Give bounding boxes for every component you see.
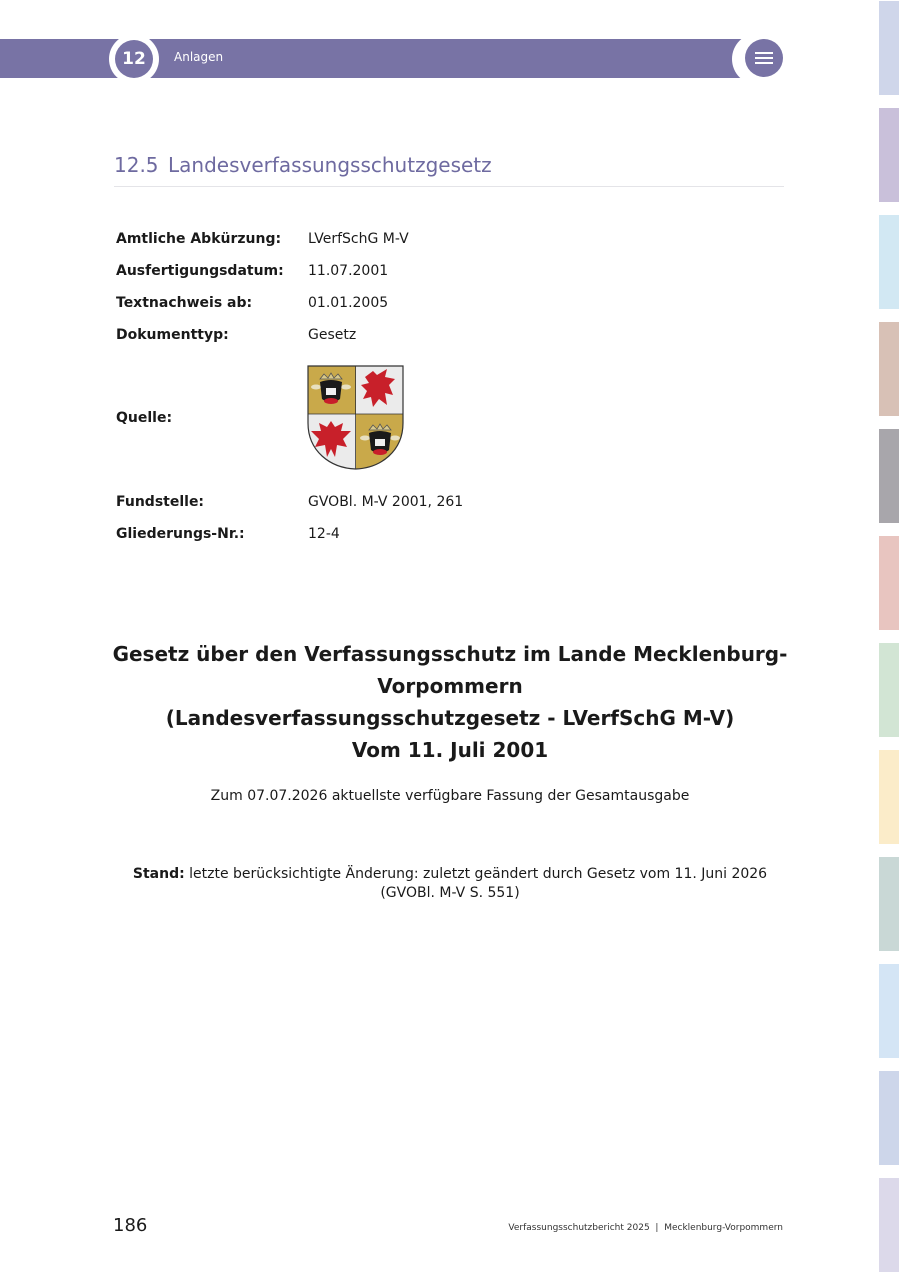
footer-separator: | <box>655 1223 659 1233</box>
meta-value-doc-type: Gesetz <box>308 327 357 343</box>
meta-value-issue-date: 11.07.2001 <box>308 263 389 279</box>
meta-label-abbreviation: Amtliche Abkürzung: <box>116 231 282 247</box>
section-number: 12.5 <box>114 153 159 177</box>
chapter-tab-strip[interactable] <box>879 322 899 416</box>
section-heading <box>114 153 784 187</box>
stand-text-2: (GVOBl. M-V S. 551) <box>380 885 520 901</box>
chapter-tab-strip[interactable] <box>879 108 899 202</box>
chapter-tab-strip[interactable] <box>879 643 899 737</box>
law-title-line2: (Landesverfassungsschutzgesetz - LVerfSchG M-V) <box>165 706 735 730</box>
chapter-title: Anlagen <box>174 50 224 64</box>
chapter-tab-strip[interactable] <box>879 536 899 630</box>
page-number: 186 <box>113 1215 148 1236</box>
meta-value-abbreviation: LVerfSchG M-V <box>308 231 409 247</box>
chapter-tab-strip[interactable] <box>879 750 899 844</box>
version-note: Zum 07.07.2026 aktuellste verfügbare Fassung der Gesamtausgabe <box>210 788 690 804</box>
chapter-tab-strip[interactable] <box>879 215 899 309</box>
meta-label-outline-no: Gliederungs-Nr.: <box>116 526 245 542</box>
chapter-tab-strip[interactable] <box>879 1071 899 1165</box>
chapter-number: 12 <box>115 40 153 78</box>
chapter-tab-strip[interactable] <box>879 1 899 95</box>
hamburger-menu-icon <box>755 52 773 54</box>
chapter-tab-strip[interactable] <box>879 1178 899 1272</box>
footer-publication: Verfassungsschutzbericht 2025 <box>508 1223 650 1233</box>
chapter-tab-strip[interactable] <box>879 429 899 523</box>
meta-label-doc-type: Dokumenttyp: <box>116 327 229 343</box>
stand-label: Stand: <box>132 866 185 882</box>
meta-label-citation: Fundstelle: <box>116 494 205 510</box>
meta-label-issue-date: Ausfertigungsdatum: <box>116 263 284 279</box>
footer-state: Mecklenburg-Vorpommern <box>664 1223 783 1233</box>
meta-value-outline-no: 12-4 <box>308 526 340 542</box>
menu-button[interactable] <box>745 39 783 77</box>
chapter-tab-strip[interactable] <box>879 964 899 1058</box>
hamburger-menu-icon <box>755 62 773 64</box>
law-title-line1: Gesetz über den Verfassungsschutz im Lande Mecklenburg-Vorpommern <box>112 642 788 698</box>
meta-value-text-since: 01.01.2005 <box>308 295 389 311</box>
chapter-tab-strip[interactable] <box>879 857 899 951</box>
chapter-badge <box>109 34 159 84</box>
meta-label-text-since: Textnachweis ab: <box>116 295 253 311</box>
stand-text: letzte berücksichtigte Änderung: zuletzt geändert durch Gesetz vom 11. Juni 2026 <box>184 866 768 882</box>
hamburger-menu-icon <box>755 57 773 59</box>
meta-label-source: Quelle: <box>116 410 173 426</box>
stand-note <box>110 865 790 903</box>
law-title <box>60 638 840 766</box>
footer-text <box>508 1223 783 1233</box>
coat-of-arms-image <box>307 365 404 471</box>
meta-value-citation: GVOBl. M-V 2001, 261 <box>308 494 464 510</box>
law-title-line3: Vom 11. Juli 2001 <box>351 738 549 762</box>
section-title: Landesverfassungsschutzgesetz <box>168 153 492 177</box>
